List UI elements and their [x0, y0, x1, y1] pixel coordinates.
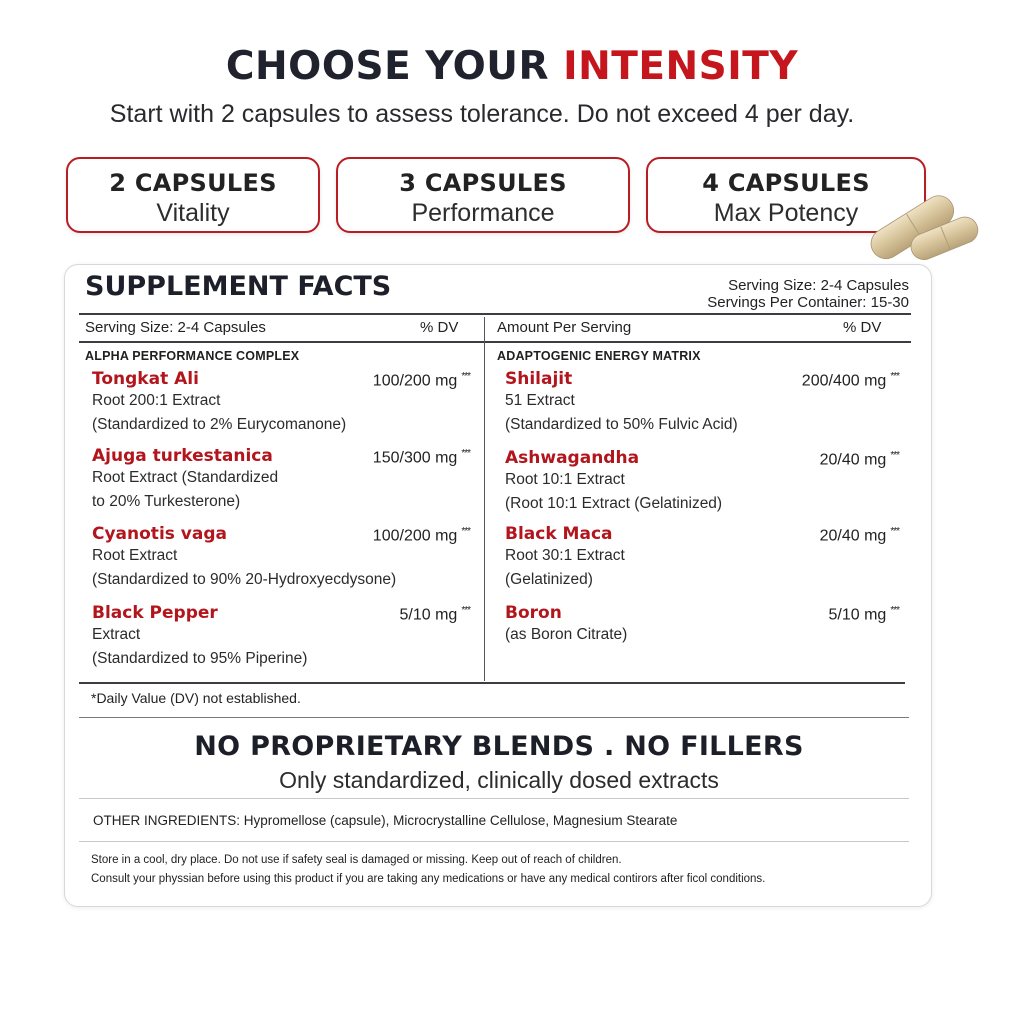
- option-label: Vitality: [156, 199, 230, 227]
- left-dv-header: % DV: [420, 319, 459, 336]
- ingredient-row: [505, 369, 899, 437]
- ingredient-desc-1: Root 200:1 Extract: [92, 392, 221, 409]
- ingredient-name: Black Pepper: [92, 603, 218, 623]
- ingredient-row: [505, 603, 899, 647]
- divider: [79, 341, 911, 343]
- ingredient-desc-2: (Gelatinized): [505, 571, 593, 588]
- facts-title: SUPPLEMENT FACTS: [85, 271, 392, 302]
- ingredient-amount: 150/300 mg ***: [372, 448, 470, 467]
- divider: [79, 841, 909, 842]
- ingredient-desc-1: Root Extract (Standardized: [92, 469, 279, 486]
- supplement-facts-panel: [64, 264, 932, 907]
- ingredient-row: [505, 524, 899, 592]
- ingredient-name: Ajuga turkestanica: [92, 446, 273, 466]
- ingredient-desc-1: (as Boron Citrate): [505, 626, 628, 643]
- ingredient-row: [505, 448, 899, 516]
- left-column-header: Serving Size: 2-4 Capsules: [85, 319, 266, 336]
- ingredient-desc-1: Root 30:1 Extract: [505, 547, 625, 564]
- option-label: Performance: [411, 199, 555, 227]
- right-dv-header: % DV: [843, 319, 882, 336]
- option-2-capsules[interactable]: [66, 157, 320, 233]
- ingredient-amount: 100/200 mg ***: [372, 371, 470, 390]
- ingredient-name: Tongkat Ali: [92, 369, 199, 389]
- right-group-title: ADAPTOGENIC ENERGY MATRIX: [497, 349, 701, 363]
- ingredient-amount: 100/200 mg ***: [372, 526, 470, 545]
- ingredient-row: [92, 369, 470, 437]
- ingredient-desc-2: to 20% Turkesterone): [92, 493, 241, 510]
- claim-headline: NO PROPRIETARY BLENDS . NO FILLERS: [194, 731, 804, 762]
- ingredient-desc-1: Extract: [92, 626, 141, 643]
- divider: [79, 313, 911, 315]
- ingredient-name: Black Maca: [505, 524, 613, 544]
- claim-subline: Only standardized, clinically dosed extracts: [279, 767, 719, 793]
- servings-per-container: Servings Per Container: 15-30: [707, 294, 909, 311]
- ingredient-desc-1: Root Extract: [92, 547, 178, 564]
- ingredient-desc-2: (Root 10:1 Extract (Gelatinized): [505, 495, 723, 512]
- ingredient-amount: 20/40 mg ***: [819, 526, 899, 545]
- page-title: [0, 44, 1024, 89]
- dv-note: *Daily Value (DV) not established.: [91, 690, 301, 706]
- ingredient-desc-2: (Standardized to 2% Eurycomanone): [92, 416, 347, 433]
- warning-line-1: Store in a cool, dry place. Do not use if safety seal is damaged or missing. Keep out of reach of children.: [91, 854, 622, 866]
- option-3-capsules[interactable]: [336, 157, 630, 233]
- ingredient-name: Shilajit: [505, 369, 573, 389]
- ingredient-desc-1: Root 10:1 Extract: [505, 471, 625, 488]
- option-count: 2 CAPSULES: [109, 169, 277, 197]
- column-divider: [484, 317, 485, 681]
- ingredient-name: Cyanotis vaga: [92, 524, 227, 544]
- option-count: 3 CAPSULES: [399, 169, 567, 197]
- ingredient-amount: 5/10 mg ***: [828, 605, 899, 624]
- page-subtitle: Start with 2 capsules to assess tolerance. Do not exceed 4 per day.: [109, 100, 855, 128]
- ingredient-amount: 200/400 mg ***: [801, 371, 899, 390]
- ingredient-amount: 5/10 mg ***: [399, 605, 470, 624]
- warning-text: [91, 851, 921, 889]
- capsule-image: [862, 180, 982, 260]
- ingredient-row: [92, 524, 470, 592]
- option-label: Max Potency: [713, 199, 859, 227]
- option-count: 4 CAPSULES: [702, 169, 870, 197]
- other-ingredients-label: OTHER INGREDIENTS:: [93, 813, 241, 828]
- ingredient-desc-2: (Standardized to 95% Piperine): [92, 650, 308, 667]
- ingredient-amount: 20/40 mg ***: [819, 450, 899, 469]
- title-accent: INTENSITY: [563, 44, 799, 89]
- divider: [79, 798, 909, 799]
- ingredient-row: [92, 446, 470, 514]
- ingredient-name: Boron: [505, 603, 562, 623]
- ingredient-name: Ashwagandha: [505, 448, 640, 468]
- left-group-title: ALPHA PERFORMANCE COMPLEX: [85, 349, 300, 363]
- other-ingredients-text: Hypromellose (capsule), Microcrystalline Cellulose, Magnesium Stearate: [240, 813, 678, 828]
- ingredient-desc-2: (Standardized to 50% Fulvic Acid): [505, 416, 738, 433]
- right-column-header: Amount Per Serving: [497, 319, 632, 336]
- warning-line-2: Consult your physsian before using this product if you are taking any medications or have any medical contirors after ficol conditions.: [91, 873, 766, 885]
- ingredient-desc-2: (Standardized to 90% 20-Hydroxyecdysone): [92, 571, 397, 588]
- title-part-1: CHOOSE YOUR: [225, 44, 564, 89]
- divider: [79, 682, 905, 684]
- divider: [79, 717, 909, 718]
- ingredient-desc-1: 51 Extract: [505, 392, 575, 409]
- ingredient-row: [92, 603, 470, 671]
- serving-size: Serving Size: 2-4 Capsules: [728, 277, 909, 294]
- other-ingredients: [93, 813, 677, 828]
